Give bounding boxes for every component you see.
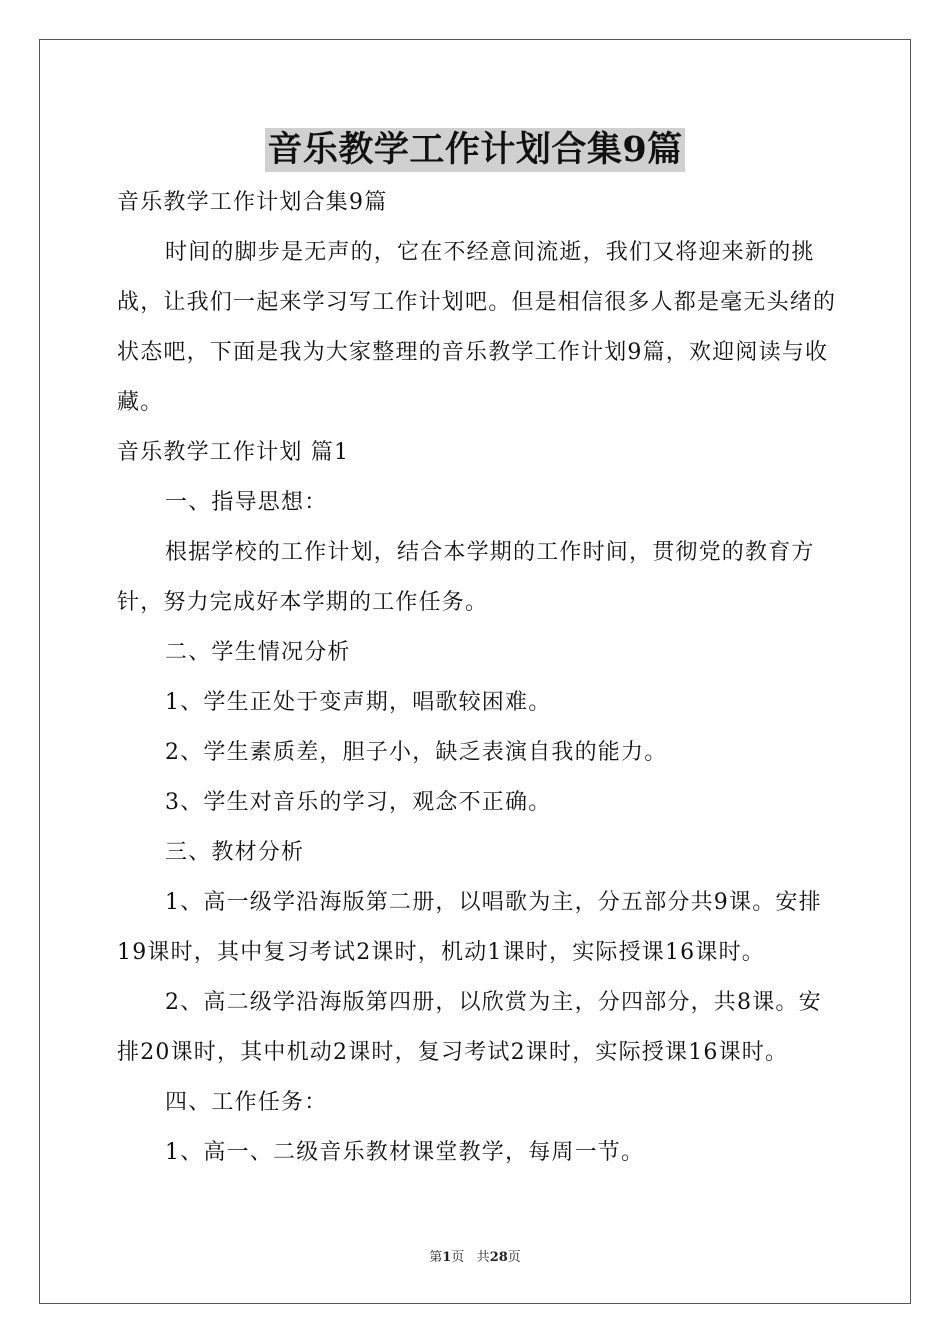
total-page-count: 28 xyxy=(489,1250,508,1265)
paragraph: 根据学校的工作计划，结合本学期的工作时间，贯彻党的教育方针，努力完成好本学期的工作任务。 xyxy=(117,540,815,615)
paragraph: 音乐教学工作计划合集9篇 xyxy=(117,190,388,215)
paragraph: 1、高一、二级音乐教材课堂教学，每周一节。 xyxy=(165,1140,645,1165)
section-heading: 音乐教学工作计划 篇1 xyxy=(117,440,350,465)
paragraph: 1、高一级学沿海版第二册，以唱歌为主，分五部分共9课。安排19课时，其中复习考试2课时，机动1课时，实际授课16课时。 xyxy=(117,890,822,965)
paragraph: 二、学生情况分析 xyxy=(165,640,351,665)
footer-prefix: 第 xyxy=(429,1250,443,1265)
paragraph: 四、工作任务： xyxy=(165,1090,328,1115)
paragraph: 2、高二级学沿海版第四册，以欣赏为主，分四部分，共8课。安排20课时，其中机动2课时，复习考试2课时，实际授课16课时。 xyxy=(117,990,822,1065)
current-page-number: 1 xyxy=(442,1250,452,1265)
footer-total-unit: 页 xyxy=(507,1250,521,1265)
paragraph: 一、指导思想： xyxy=(165,490,328,515)
document-body xyxy=(117,178,837,1178)
paragraph: 3、学生对音乐的学习，观念不正确。 xyxy=(165,790,552,815)
footer-page-unit: 页 xyxy=(451,1250,465,1265)
title-container xyxy=(0,128,950,172)
page-footer xyxy=(0,1246,950,1265)
paragraph: 1、学生正处于变声期，唱歌较困难。 xyxy=(165,690,552,715)
paragraph: 时间的脚步是无声的，它在不经意间流逝，我们又将迎来新的挑战，让我们一起来学习写工作计划吧。但是相信很多人都是毫无头绪的状态吧，下面是我为大家整理的音乐教学工作计划9篇，欢迎阅读与收藏。 xyxy=(117,240,837,415)
paragraph: 三、教材分析 xyxy=(165,840,305,865)
document-title: 音乐教学工作计划合集9篇 xyxy=(267,129,683,170)
paragraph: 2、学生素质差，胆子小，缺乏表演自我的能力。 xyxy=(165,740,668,765)
footer-total-prefix: 共 xyxy=(476,1250,490,1265)
